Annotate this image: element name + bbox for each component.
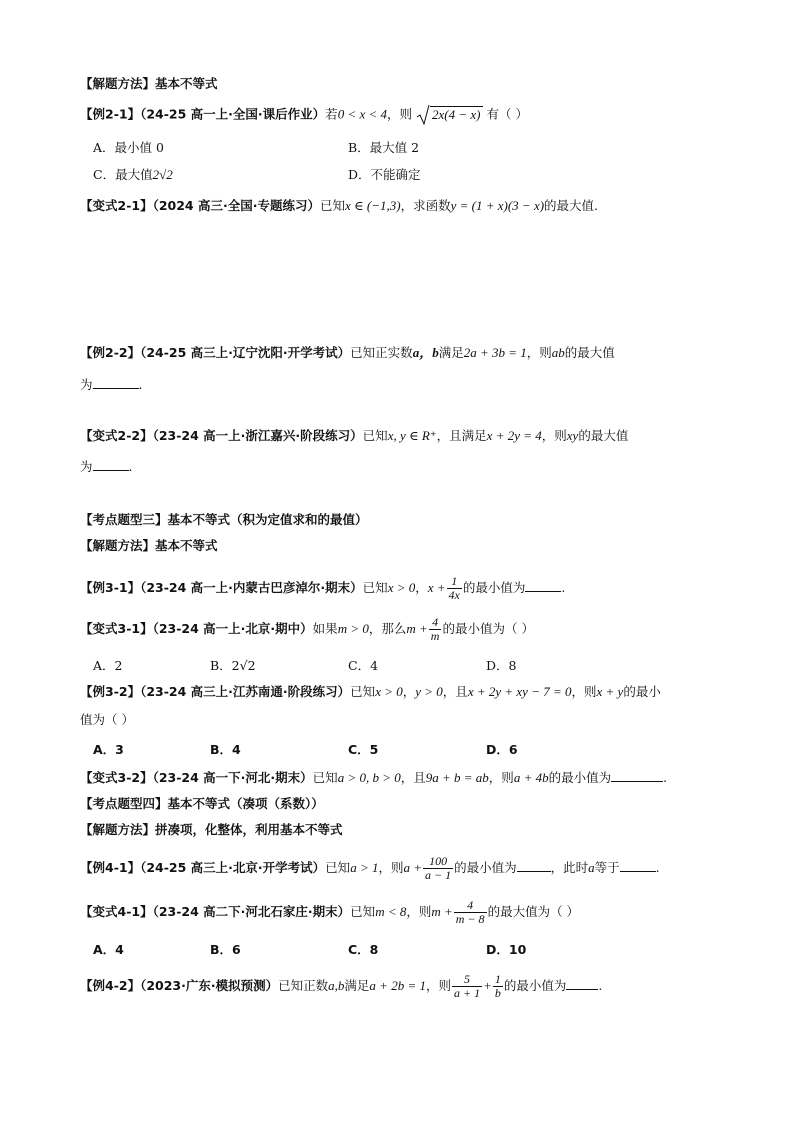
source: （23-24 高一上·内蒙古巴彦淖尔·期末） <box>140 580 363 595</box>
variant-4-1: 【变式4-1】（23-24 高二下·河北石家庄·期末）已知m < 8，则m + $\frac{4}{m - 8}$ 的最大值为（ ） <box>80 898 580 926</box>
source: （2024 高三·全国·专题练习） <box>152 198 320 213</box>
fraction: $\frac{4}{m}$ <box>430 615 440 643</box>
option-a: A．4 <box>93 942 124 957</box>
example-tag: 【例3-2】 <box>80 684 141 699</box>
example-tag: 【变式3-2】 <box>80 770 153 785</box>
option-a: A．2 <box>93 658 123 673</box>
method-heading-1: 【解题方法】基本不等式 <box>80 76 218 91</box>
option-d: D．10 <box>486 942 527 957</box>
answer-blank <box>566 975 598 990</box>
example-tag: 【变式2-2】 <box>80 428 153 443</box>
option-b: B．4 <box>210 742 241 757</box>
fraction: $\frac{4}{m - 8}$ <box>455 898 485 926</box>
source: （23-24 高一上·浙江嘉兴·阶段练习） <box>152 428 363 443</box>
option-a: A．3 <box>93 742 124 757</box>
example-tag: 【变式2-1】 <box>80 198 153 213</box>
topic-4-title: 【考点题型四】基本不等式（凑项（系数）） <box>80 796 324 811</box>
variant-2-1: 【变式2-1】（2024 高三·全国·专题练习）已知x ∈ (−1,3)，求函数y = (1 + x)(3 − x)的最大值. <box>80 198 599 213</box>
method-heading-4: 【解题方法】拼凑项，化整体，利用基本不等式 <box>80 822 343 837</box>
sqrt-sign-icon <box>416 104 430 126</box>
method-heading-3: 【解题方法】基本不等式 <box>80 538 218 553</box>
example-3-2: 【例3-2】（23-24 高三上·江苏南通·阶段练习）已知x > 0，y > 0，且x + 2y + xy − 7 = 0，则x + y的最小 <box>80 684 661 699</box>
example-tag: 【变式3-1】 <box>80 621 153 636</box>
example-2-1: 【例2-1】（24-25 高一上·全国·课后作业）若0 < x < 4，则 2x(4 − x) 有（ ） <box>80 104 528 126</box>
option-d: D．6 <box>486 742 518 757</box>
source: （24-25 高三上·辽宁沈阳·开学考试） <box>140 345 351 360</box>
option-c: C．8 <box>348 942 379 957</box>
example-2-2-line2: 为 . <box>80 374 143 395</box>
source: （24-25 高一上·全国·课后作业） <box>140 106 326 122</box>
option-d: D．8 <box>486 658 517 673</box>
example-3-2-line2: 值为（ ） <box>80 712 134 727</box>
option-b: B．6 <box>210 942 241 957</box>
option-a: A．最小值 0 <box>93 140 164 155</box>
condition: 0 < x < 4 <box>337 106 388 122</box>
option-c: C．4 <box>348 658 379 673</box>
topic-3-title: 【考点题型三】基本不等式（积为定值求和的最值） <box>80 512 368 527</box>
answer-blank <box>620 857 656 872</box>
example-tag: 【变式4-1】 <box>80 904 153 919</box>
variant-2-2-line2: 为 . <box>80 456 133 477</box>
answer-blank <box>93 374 139 389</box>
source: （23-24 高二下·河北石家庄·期末） <box>152 904 351 919</box>
fraction: $\frac{1}{b}$ <box>494 972 501 1000</box>
example-tag: 【例2-2】 <box>80 345 141 360</box>
example-tag: 【例2-1】 <box>80 106 141 122</box>
example-4-1: 【例4-1】（24-25 高三上·北京·开学考试）已知a > 1，则a + $\frac{100}{a - 1}$ 的最小值为 ，此时a等于 . <box>80 854 660 882</box>
source: （23-24 高一下·河北·期末） <box>152 770 313 785</box>
fraction: $\frac{100}{a - 1}$ <box>425 854 452 882</box>
option-c: C．5 <box>348 742 379 757</box>
fraction: $\frac{1}{4x}$ <box>448 574 460 602</box>
source: （2023·广东·模拟预测） <box>140 978 279 993</box>
example-tag: 【例4-2】 <box>80 978 141 993</box>
option-d: D．不能确定 <box>348 167 421 182</box>
sqrt-expression: 2x(4 − x) <box>416 104 482 126</box>
answer-blank <box>525 577 561 592</box>
variant-3-1: 【变式3-1】（23-24 高一上·北京·期中）如果m > 0，那么m + $\frac{4}{m}$ 的最小值为（ ） <box>80 615 534 643</box>
example-2-2: 【例2-2】（24-25 高三上·辽宁沈阳·开学考试）已知正实数a，b满足2a + 3b = 1，则ab的最大值 <box>80 345 615 360</box>
answer-blank <box>517 857 551 872</box>
example-tag: 【例4-1】 <box>80 860 141 875</box>
example-4-2: 【例4-2】（2023·广东·模拟预测）已知正数a,b满足a + 2b = 1，则 $\frac{5}{a + 1}$ + $\frac{1}{b}$ 的最小值为 . <box>80 972 603 1000</box>
option-b: B．最大值 2 <box>348 140 420 155</box>
option-c: C．最大值2√2 <box>93 167 173 182</box>
answer-blank <box>93 456 129 471</box>
variant-2-2: 【变式2-2】（23-24 高一上·浙江嘉兴·阶段练习）已知x, y ∈ R⁺，且满足x + 2y = 4，则xy的最大值 <box>80 428 629 443</box>
option-b: B．2√2 <box>210 658 256 673</box>
example-tag: 【例3-1】 <box>80 580 141 595</box>
source: （23-24 高三上·江苏南通·阶段练习） <box>140 684 351 699</box>
example-3-1: 【例3-1】（23-24 高一上·内蒙古巴彦淖尔·期末）已知x > 0，x + $\frac{1}{4x}$ 的最小值为 . <box>80 574 566 602</box>
fraction: $\frac{5}{a + 1}$ <box>453 972 481 1000</box>
variant-3-2: 【变式3-2】（23-24 高一下·河北·期末）已知a > 0, b > 0，且9a + b = ab，则a + 4b的最小值为 . <box>80 767 667 788</box>
answer-blank <box>611 767 663 782</box>
source: （24-25 高三上·北京·开学考试） <box>140 860 326 875</box>
source: （23-24 高一上·北京·期中） <box>152 621 313 636</box>
